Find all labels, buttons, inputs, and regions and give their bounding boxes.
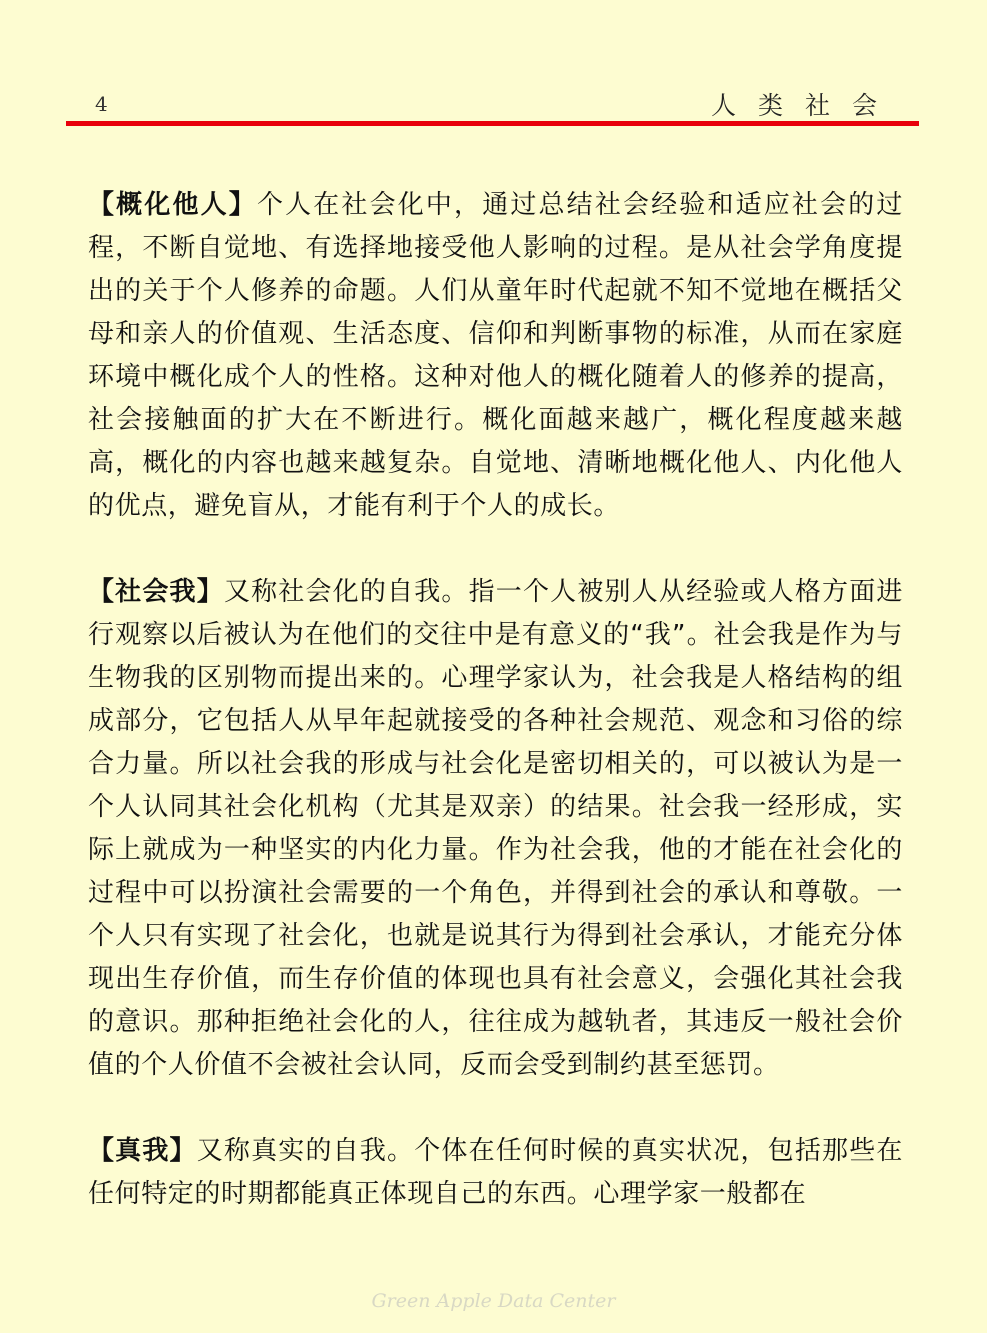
main-content — [88, 184, 903, 1259]
page-number: 4 — [95, 92, 108, 116]
page-header — [66, 82, 919, 118]
entry-term: 【社会我】 — [88, 577, 224, 607]
running-title: 人类社会 — [710, 91, 899, 120]
entry-real-self — [88, 1130, 903, 1216]
entry-generalized-other — [88, 184, 903, 528]
entry-text: 个人在社会化中，通过总结社会经验和适应社会的过程，不断自觉地、有选择地接受他人影响的过程。是从社会学角度提出的关于个人修养的命题。人们从童年时代起就不知不觉地在概括父母和亲人的价值观、生活态度、信仰和判断事物的标准，从而在家庭环境中概化成个人的性格。这种对他人的概化随着人的修养的提高，社会接触面的扩大在不断进行。概化面越来越广，概化程度越来越高，概化的内容也越来越复杂。自觉地、清晰地概化他人、内化他人的优点，避免盲从，才能有利于个人的成长。 — [88, 190, 903, 521]
header-rule — [66, 121, 919, 126]
entry-social-self — [88, 571, 903, 1087]
entry-term: 【概化他人】 — [88, 190, 257, 220]
entry-term: 【真我】 — [88, 1136, 197, 1166]
footer-watermark: Green Apple Data Center — [371, 1290, 616, 1312]
entry-text: 又称真实的自我。个体在任何时候的真实状况，包括那些在任何特定的时期都能真正体现自己的东西。心理学家一般都在 — [88, 1136, 903, 1209]
entry-text: 又称社会化的自我。指一个人被别人从经验或人格方面进行观察以后被认为在他们的交往中是有意义的“我”。社会我是作为与生物我的区别物而提出来的。心理学家认为，社会我是人格结构的组成部分，它包括人从早年起就接受的各种社会规范、观念和习俗的综合力量。所以社会我的形成与社会化是密切相关的，可以被认为是一个人认同其社会化机构（尤其是双亲）的结果。社会我一经形成，实际上就成为一种坚实的内化力量。作为社会我，他的才能在社会化的过程中可以扮演社会需要的一个角色，并得到社会的承认和尊敬。一个人只有实现了社会化，也就是说其行为得到社会承认，才能充分体现出生存价值，而生存价值的体现也具有社会意义，会强化其社会我的意识。那种拒绝社会化的人，往往成为越轨者，其违反一般社会价值的个人价值不会被社会认同，反而会受到制约甚至惩罚。 — [88, 577, 903, 1080]
